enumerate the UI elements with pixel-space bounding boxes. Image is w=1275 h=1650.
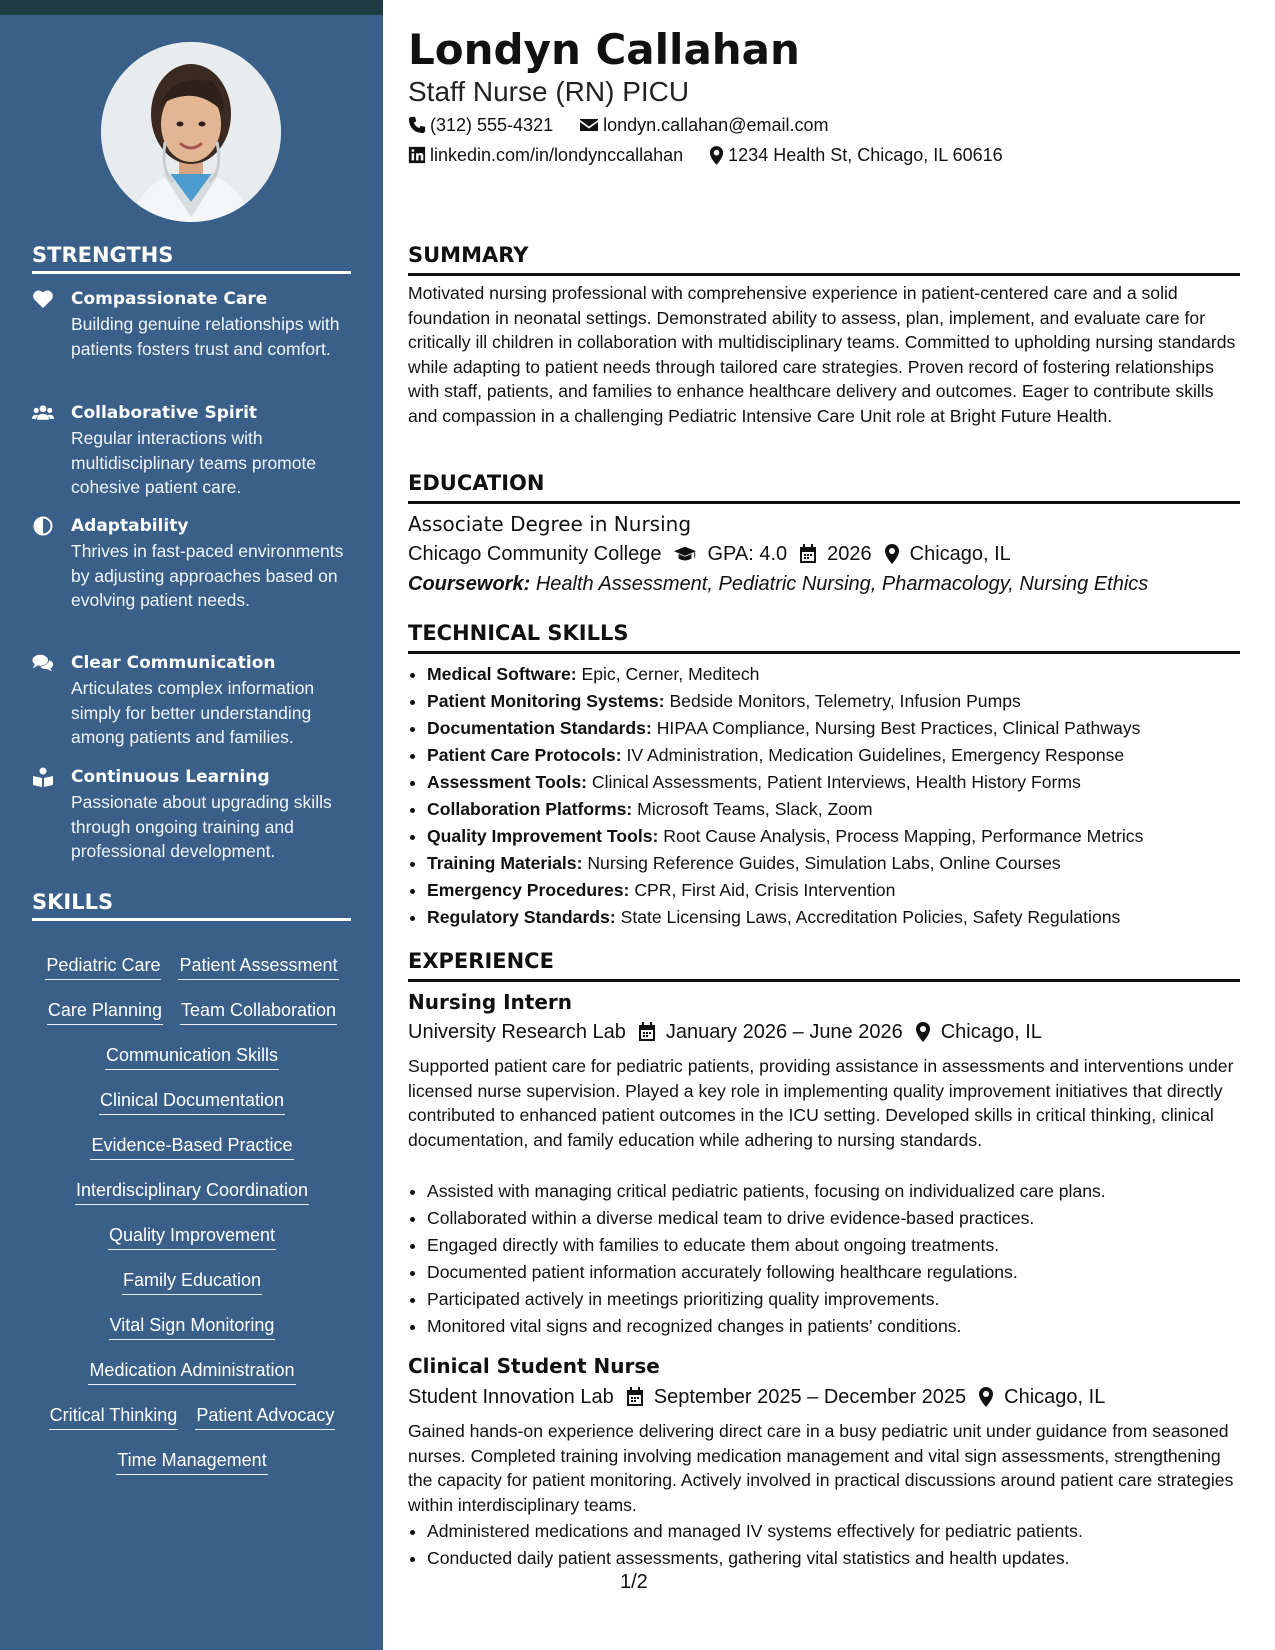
school-name: Chicago Community College xyxy=(408,543,662,565)
strength-title: Clear Communication xyxy=(71,653,276,673)
skill-chip: Patient Assessment xyxy=(178,953,338,980)
profile-photo-illustration xyxy=(101,42,281,222)
list-item xyxy=(427,661,1240,688)
users-icon xyxy=(32,403,56,425)
degree-name: Associate Degree in Nursing xyxy=(408,512,692,536)
linkedin-icon xyxy=(408,146,426,164)
skill-values: State Licensing Laws, Accreditation Policies, Safety Regulations xyxy=(620,907,1121,927)
skill-category: Regulatory Standards: xyxy=(427,907,616,927)
strengths-heading: STRENGTHS xyxy=(32,242,351,274)
technical-skills-list xyxy=(408,661,1240,931)
sidebar xyxy=(0,15,383,1650)
job-meta xyxy=(408,1019,1042,1045)
skill-values: IV Administration, Medication Guidelines, Emergency Response xyxy=(626,745,1125,765)
calendar-icon xyxy=(638,1022,656,1042)
list-item xyxy=(427,769,1240,796)
adjust-icon xyxy=(32,516,56,538)
linkedin-url: linkedin.com/in/londynccallahan xyxy=(430,145,684,165)
skill-chip: Quality Improvement xyxy=(108,1223,276,1250)
job-location: Chicago, IL xyxy=(940,1021,1042,1043)
skill-chip: Family Education xyxy=(122,1268,262,1295)
job-dates: January 2026 – June 2026 xyxy=(665,1021,903,1043)
page-number: 1/2 xyxy=(620,1571,648,1593)
skill-values: Clinical Assessments, Patient Interviews, Health History Forms xyxy=(591,772,1081,792)
list-item xyxy=(427,850,1240,877)
summary-heading: SUMMARY xyxy=(408,242,1240,276)
skill-values: Nursing Reference Guides, Simulation Labs, Online Courses xyxy=(587,853,1061,873)
list-item xyxy=(427,904,1240,931)
skill-chip: Care Planning xyxy=(47,998,163,1025)
strength-title: Collaborative Spirit xyxy=(71,403,258,423)
coursework-list: Health Assessment, Pediatric Nursing, Pharmacology, Nursing Ethics xyxy=(535,573,1149,595)
list-item: • Collaborated within a diverse medical team to drive evidence-based practices. xyxy=(427,1205,1240,1232)
list-item: • Conducted daily patient assessments, gathering vital statistics and health updates. xyxy=(427,1545,1240,1572)
job-dates: September 2025 – December 2025 xyxy=(653,1386,967,1408)
list-item xyxy=(427,715,1240,742)
skill-values: Microsoft Teams, Slack, Zoom xyxy=(637,799,873,819)
calendar-icon xyxy=(626,1387,644,1407)
street-address: 1234 Health St, Chicago, IL 60616 xyxy=(728,145,1003,165)
list-item xyxy=(427,688,1240,715)
job-title: Nursing Intern xyxy=(408,990,573,1014)
map-marker-icon xyxy=(884,544,900,564)
job-organization: University Research Lab xyxy=(408,1021,626,1043)
list-item: • Administered medications and managed IV systems effectively for pediatric patients. xyxy=(427,1518,1240,1545)
comments-icon xyxy=(32,653,56,675)
calendar-icon xyxy=(799,544,817,564)
heart-icon xyxy=(32,289,56,311)
skill-category: Patient Monitoring Systems: xyxy=(427,691,665,711)
skill-chip: Interdisciplinary Coordination xyxy=(75,1178,309,1205)
skill-category: Documentation Standards: xyxy=(427,718,652,738)
skill-category: Training Materials: xyxy=(427,853,583,873)
address-contact xyxy=(709,143,1003,167)
skill-category: Emergency Procedures: xyxy=(427,880,630,900)
skill-chip: Critical Thinking xyxy=(49,1403,179,1430)
job-title: Clinical Student Nurse xyxy=(408,1354,660,1378)
list-item: • Documented patient information accurately following healthcare regulations. xyxy=(427,1259,1240,1286)
skill-chip: Patient Advocacy xyxy=(195,1403,335,1430)
list-item xyxy=(427,796,1240,823)
skill-chip: Clinical Documentation xyxy=(99,1088,285,1115)
list-item: • Assisted with managing critical pediatric patients, focusing on individualized care plans. xyxy=(427,1178,1240,1205)
list-item: • Engaged directly with families to educate them about ongoing treatments. xyxy=(427,1232,1240,1259)
skill-chip: Evidence-Based Practice xyxy=(90,1133,293,1160)
skill-category: Patient Care Protocols: xyxy=(427,745,622,765)
graduation-year: 2026 xyxy=(827,543,872,565)
summary-text: Motivated nursing professional with comprehensive experience in patient-centered care and a solid foundation in neonatal settings. Demonstrated ability to assess, plan, implement, and evaluate care for critically ill children in collaboration with multidisciplinary teams. Committed to upholding nursing standards while adapting to patient needs through tailored care strategies. Proven record of fostering relationships with staff, patients, and families to enhance healthcare delivery and outcomes. Eager to contribute skills and compassion in a challenging Pediatric Intensive Care Unit role at Bright Future Health. xyxy=(408,283,1236,426)
list-item: • Participated actively in meetings prioritizing quality improvements. xyxy=(427,1286,1240,1313)
coursework-label: Coursework: xyxy=(408,573,531,595)
strength-title: Continuous Learning xyxy=(71,767,270,787)
job-location: Chicago, IL xyxy=(1004,1386,1106,1408)
candidate-name: Londyn Callahan xyxy=(408,25,800,74)
job-meta xyxy=(408,1384,1105,1410)
phone-icon xyxy=(408,116,426,134)
skill-chip: Team Collaboration xyxy=(180,998,337,1025)
strength-title: Compassionate Care xyxy=(71,289,268,309)
skill-values: Bedside Monitors, Telemetry, Infusion Pumps xyxy=(669,691,1021,711)
contact-row-2 xyxy=(408,143,1029,167)
candidate-title: Staff Nurse (RN) PICU xyxy=(408,76,690,107)
gpa-value: GPA: 4.0 xyxy=(707,543,788,565)
strength-description: Passionate about upgrading skills through ongoing training and professional development. xyxy=(71,792,332,861)
coursework-line xyxy=(408,571,1148,597)
linkedin-contact[interactable] xyxy=(408,143,683,167)
job-bullets xyxy=(408,1178,1240,1340)
strength-description: Building genuine relationships with patients fosters trust and comfort. xyxy=(71,314,340,359)
job-description: Supported patient care for pediatric patients, providing assistance in assessments and interventions under licensed nurse supervision. Played a key role in implementing quality improvement initiatives that directly contributed to enhanced patient outcomes in the ICU setting. Developed skills in critical thinking, clinical documentation, and family education while adhering to nursing standards. xyxy=(408,1056,1234,1150)
profile-photo xyxy=(101,42,281,222)
list-item: • Monitored vital signs and recognized changes in patients' conditions. xyxy=(427,1313,1240,1340)
skills-list xyxy=(32,953,352,1493)
map-marker-icon xyxy=(709,146,724,165)
job-description: Gained hands-on experience delivering direct care in a busy pediatric unit under guidance from seasoned nurses. Completed training involving medication management and vital sign assessments, strengthening the capacity for patient monitoring. Actively involved in practical discussions around patient care strategies within interdisciplinary teams. xyxy=(408,1421,1234,1515)
skill-values: Epic, Cerner, Meditech xyxy=(581,664,760,684)
top-accent-bar xyxy=(0,0,383,15)
skill-chip: Medication Administration xyxy=(88,1358,295,1385)
skill-category: Assessment Tools: xyxy=(427,772,588,792)
email-address: londyn.callahan@email.com xyxy=(603,115,829,135)
skill-chip: Communication Skills xyxy=(105,1043,279,1070)
skill-category: Medical Software: xyxy=(427,664,577,684)
strength-description: Regular interactions with multidisciplinary teams promote cohesive patient care. xyxy=(71,428,317,497)
strength-description: Thrives in fast-paced environments by adjusting approaches based on evolving patient needs. xyxy=(71,541,344,610)
experience-heading: EXPERIENCE xyxy=(408,948,1240,982)
contact-row-1 xyxy=(408,113,854,137)
education-location: Chicago, IL xyxy=(909,543,1011,565)
education-meta xyxy=(408,541,1011,567)
education-heading: EDUCATION xyxy=(408,470,1240,504)
skill-chip: Vital Sign Monitoring xyxy=(109,1313,276,1340)
graduation-cap-icon xyxy=(673,544,697,564)
phone-contact[interactable] xyxy=(408,113,553,137)
envelope-icon xyxy=(579,117,599,133)
skills-heading: SKILLS xyxy=(32,889,351,921)
map-marker-icon xyxy=(915,1022,931,1042)
skill-chip: Pediatric Care xyxy=(45,953,161,980)
list-item xyxy=(427,877,1240,904)
list-item xyxy=(427,823,1240,850)
skill-category: Collaboration Platforms: xyxy=(427,799,633,819)
strength-title: Adaptability xyxy=(71,516,189,536)
skill-chip: Time Management xyxy=(116,1448,267,1475)
job-organization: Student Innovation Lab xyxy=(408,1386,614,1408)
strength-description: Articulates complex information simply for better understanding among patients and families. xyxy=(71,678,315,747)
job-bullets xyxy=(408,1518,1240,1572)
skill-category: Quality Improvement Tools: xyxy=(427,826,659,846)
phone-number: (312) 555-4321 xyxy=(430,115,554,135)
email-contact[interactable] xyxy=(579,113,828,137)
book-reader-icon xyxy=(32,767,56,789)
technical-skills-heading: TECHNICAL SKILLS xyxy=(408,620,1240,654)
skill-values: HIPAA Compliance, Nursing Best Practices, Clinical Pathways xyxy=(656,718,1141,738)
list-item xyxy=(427,742,1240,769)
map-marker-icon xyxy=(978,1387,994,1407)
skill-values: Root Cause Analysis, Process Mapping, Performance Metrics xyxy=(663,826,1144,846)
skill-values: CPR, First Aid, Crisis Intervention xyxy=(634,880,896,900)
